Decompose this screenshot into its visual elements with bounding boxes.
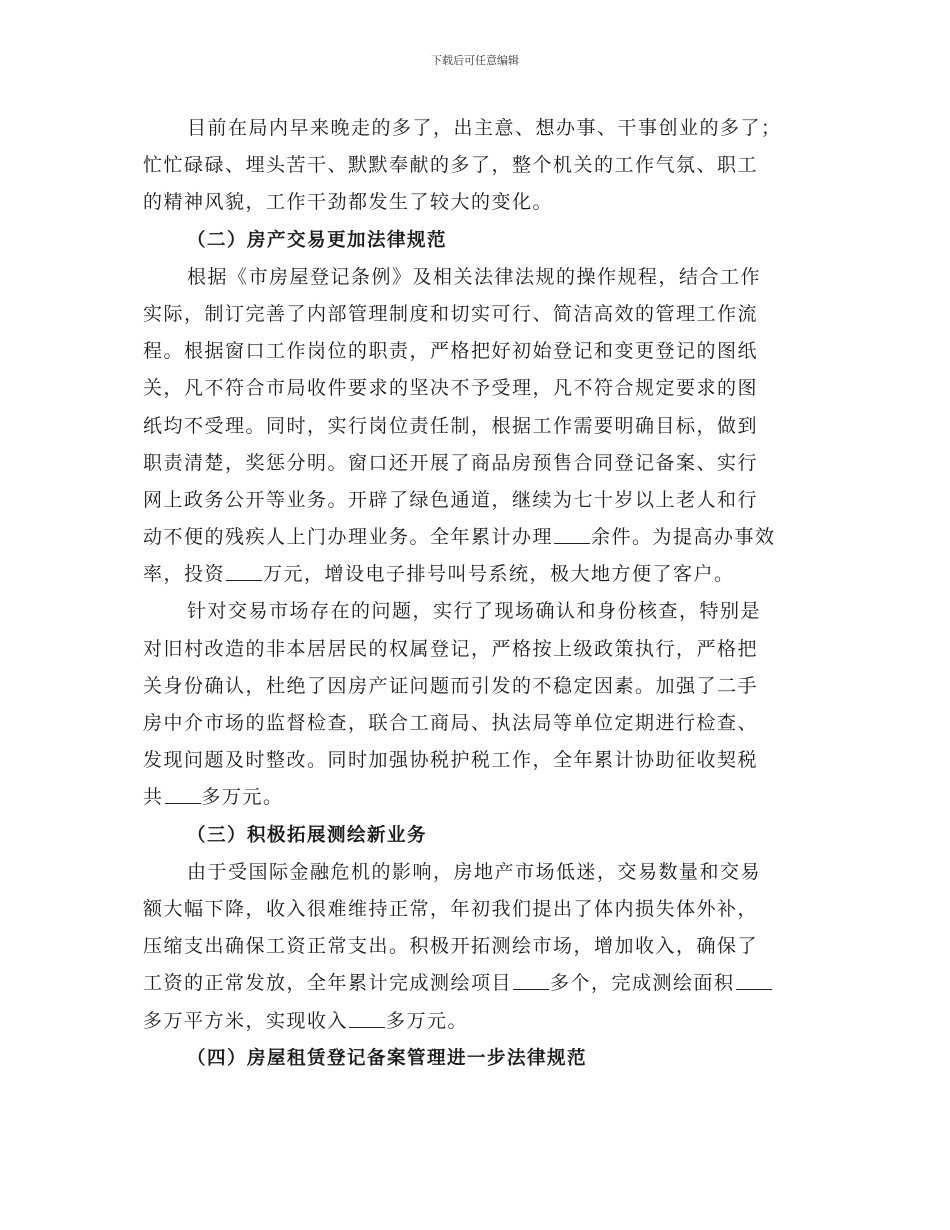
paragraph-line bbox=[143, 1003, 808, 1040]
paragraph-line bbox=[143, 556, 808, 593]
text-segment: 多万平方米，实现收入 bbox=[143, 1009, 349, 1032]
paragraph-line: 房中介市场的监督检查，联合工商局、执法局等单位定期进行检查、 bbox=[143, 712, 759, 734]
text-segment: 余件。为提高办事效 bbox=[591, 526, 776, 549]
paragraph-line: 忙忙碌碌、埋头苦干、默默奉献的多了，整个机关的工作气氛、职工 bbox=[143, 154, 759, 177]
fill-blank bbox=[736, 971, 772, 990]
paragraph-line: 根据《市房屋登记条例》及相关法律法规的操作规程，结合工作 bbox=[187, 265, 762, 288]
fill-blank bbox=[349, 1009, 385, 1028]
text-segment: 率，投资 bbox=[143, 563, 226, 586]
paragraph-line: 职责清楚，奖惩分明。窗口还开展了商品房预售合同登记备案、实行 bbox=[143, 451, 759, 474]
fill-blank bbox=[554, 525, 590, 544]
paragraph-line bbox=[143, 965, 808, 1002]
section-heading: （四）房屋租赁登记备案管理进一步法律规范 bbox=[187, 1047, 588, 1069]
paragraph-line bbox=[143, 779, 808, 816]
paragraph-line: 压缩支出确保工资正常支出。积极开拓测绘市场，增加收入，确保了 bbox=[143, 935, 759, 958]
paragraph-line: 发现问题及时整改。同时加强协税护税工作，全年累计协助征收契税 bbox=[143, 749, 759, 772]
paragraph-line bbox=[143, 519, 808, 556]
paragraph-line: 针对交易市场存在的问题，实行了现场确认和身份核查，特别是 bbox=[187, 600, 762, 623]
paragraph-line: 程。根据窗口工作岗位的职责，严格把好初始登记和变更登记的图纸 bbox=[143, 340, 759, 363]
paragraph-line: 关身份确认，杜绝了因房产证问题而引发的不稳定因素。加强了二手 bbox=[143, 674, 759, 697]
paragraph-line: 实际，制订完善了内部管理制度和切实可行、简洁高效的管理工作流 bbox=[143, 302, 759, 325]
text-segment: 多个，完成测绘面积 bbox=[550, 972, 735, 995]
paragraph-line: 由于受国际金融危机的影响，房地产市场低迷，交易数量和交易 bbox=[187, 860, 762, 883]
page-header: 下载后可任意编辑 bbox=[431, 54, 519, 67]
paragraph-line: 额大幅下降，收入很难维持正常，年初我们提出了体内损失体外补， bbox=[143, 897, 759, 920]
paragraph-line: 对旧村改造的非本居居民的权属登记，严格按上级政策执行，严格把 bbox=[143, 637, 759, 660]
text-segment: 多万元。 bbox=[386, 1009, 469, 1032]
text-segment: 共 bbox=[143, 786, 164, 809]
fill-blank bbox=[226, 562, 262, 581]
section-heading: （二）房产交易更加法律规范 bbox=[187, 229, 448, 251]
text-segment: 动不便的残疾人上门办理业务。全年累计办理 bbox=[143, 526, 554, 549]
text-segment: 工资的正常发放，全年累计完成测绘项目 bbox=[143, 972, 513, 995]
paragraph-line: 纸均不受理。同时，实行岗位责任制，根据工作需要明确目标，做到 bbox=[143, 414, 759, 437]
text-segment: 多万元。 bbox=[201, 786, 284, 809]
paragraph-line: 的精神风貌，工作干劲都发生了较大的变化。 bbox=[143, 191, 554, 214]
section-heading: （三）积极拓展测绘新业务 bbox=[187, 824, 428, 846]
fill-blank bbox=[165, 785, 201, 804]
document-body bbox=[143, 110, 808, 1077]
paragraph-line: 关，凡不符合市局收件要求的坚决不予受理，凡不符合规定要求的图 bbox=[143, 377, 759, 400]
paragraph-line: 网上政务公开等业务。开辟了绿色通道，继续为七十岁以上老人和行 bbox=[143, 488, 759, 511]
paragraph-line: 目前在局内早来晚走的多了，出主意、想办事、干事创业的多了； bbox=[187, 117, 782, 139]
text-segment: 万元，增设电子排号叫号系统，极大地方便了客户。 bbox=[263, 563, 735, 586]
fill-blank bbox=[513, 971, 549, 990]
